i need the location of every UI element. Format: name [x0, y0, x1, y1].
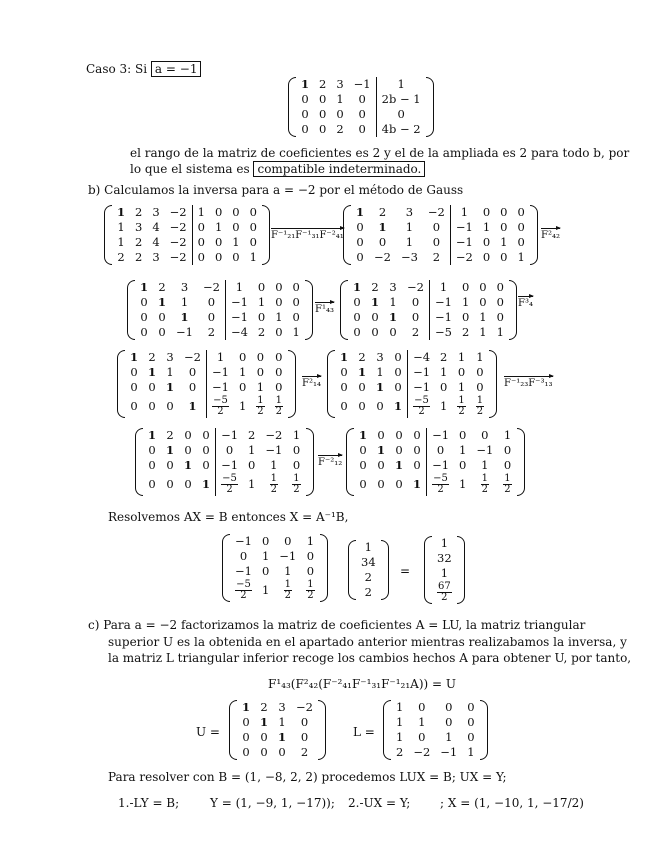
step2-text: 2.-UX = Y; [348, 796, 411, 810]
step1-text: 1.-LY = B; [118, 796, 180, 810]
gauss-matrix-4: 1 2 3 −2 1 0 0 0 0 1 1 0 −1 1 0 0 0 0 1 0 −1 0 1 0 0 0 0 2 −5 2 1 1 [348, 280, 509, 340]
vector-b: 1 34 2 2 [356, 540, 381, 600]
section-c-line1: c) Para a = −2 factorizamos la matriz de coeficientes A = LU, la matriz triangular [88, 618, 586, 632]
equals-sign: = [400, 564, 411, 578]
gauss-matrix-8: 1 0 0 0 −1 0 0 1 0 1 0 0 0 1 −1 0 0 0 1 0 −1 0 1 0 0 0 0 1 $\frac{-5}{2}$ 1 $\frac{1}{2}$ $\frac{1}{2}$ [354, 428, 517, 496]
op-arrow-4: F³₄ [518, 298, 533, 309]
resolvemos-text: Resolvemos AX = B entonces X = A⁻¹B, [108, 510, 349, 524]
gauss-matrix-3: 1 2 3 −2 1 0 0 0 0 1 1 0 −1 1 0 0 0 0 1 0 −1 0 1 0 0 0 −1 2 −4 2 0 1 [135, 280, 305, 340]
gauss-matrix-7: 1 2 0 0 −1 2 −2 1 0 1 0 0 0 1 −1 0 0 0 1 0 −1 0 1 0 0 0 0 1 $\frac{-5}{2}$ 1 $\frac{1}{2}$ $\frac{1}{2}$ [143, 428, 306, 496]
inverse-matrix: −1 0 0 1 0 1 −1 0 −1 0 1 0 $\frac{-5}{2}$ 1 $\frac{1}{2}$ $\frac{1}{2}$ [230, 534, 320, 602]
step2-x: ; X = (1, −10, 1, −17/2) [440, 796, 584, 810]
caso3-augmented-matrix: 1 2 3 −1 1 0 0 1 0 2b − 1 0 0 0 0 0 0 0 2 0 4b − 2 [296, 77, 426, 137]
l-label: L = [353, 725, 375, 739]
rank-text-1: el rango de la matriz de coeficientes es 2 y el de la ampliada es 2 para todo b, por [130, 146, 630, 160]
u-label: U = [196, 725, 220, 739]
gauss-matrix-5: 1 2 3 −2 1 0 0 0 0 1 1 0 −1 1 0 0 0 0 1 0 −1 0 1 0 0 0 0 1 $\frac{-5}{2}$ 1 $\frac{1}{2}$ $\frac{1}{2}$ [125, 350, 288, 418]
op-arrow-5: F²₁₄ [302, 378, 321, 389]
caso3-condition-box: a = −1 [151, 61, 202, 77]
matrix-u: 1 2 3 −2 0 1 1 0 0 0 1 0 0 0 0 2 [237, 700, 318, 760]
op-arrow-6: F⁻¹₂₃F⁻³₁₃ [504, 378, 553, 389]
op-arrow-1: F⁻¹₂₁F⁻¹₃₁F⁻²₄₁ [271, 230, 344, 241]
resolver-text: Para resolver con B = (1, −8, 2, 2) procedemos LUX = B; UX = Y; [108, 770, 507, 784]
op-arrow-7: F⁻²₁₂ [318, 457, 343, 468]
op-arrow-2: F²₄₂ [541, 230, 560, 241]
rank-text-2: lo que el sistema es compatible indeterminado. [130, 162, 425, 176]
section-c-line2: superior U es la obtenida en el apartado anterior mientras realizabamos la inversa, y [108, 635, 627, 649]
gauss-matrix-6: 1 2 3 0 −4 2 1 1 0 1 1 0 −1 1 0 0 0 0 1 0 −1 0 1 0 0 0 0 1 $\frac{-5}{2}$ 1 $\frac{1}{2}$ $\frac{1}{2}$ [335, 350, 489, 418]
section-b-heading: b) Calculamos la inversa para a = −2 por el método de Gauss [88, 183, 464, 197]
caso3-label: Caso 3: Si a = −1 [86, 62, 201, 76]
vector-x: 1 32 1 $\frac{67}{2}$ [432, 536, 457, 604]
step1-y: Y = (1, −9, 1, −17)); [210, 796, 335, 810]
op-arrow-3: F¹₄₃ [315, 304, 334, 315]
gauss-matrix-2: 1 2 3 −2 1 0 0 0 0 1 1 0 −1 1 0 0 0 0 1 0 −1 0 1 0 0 −2 −3 2 −2 0 0 1 [351, 205, 530, 265]
matrix-l: 1 0 0 0 1 1 0 0 1 0 1 0 2 −2 −1 1 [391, 700, 480, 760]
section-c-line3: la matriz L triangular inferior recoge los cambios hechos A para obtener U, por tanto, [108, 651, 632, 665]
gauss-matrix-1: 1 2 3 −2 1 0 0 0 1 3 4 −2 0 1 0 0 1 2 4 −2 0 0 1 0 2 2 3 −2 0 0 0 1 [112, 205, 262, 265]
compatible-box: compatible indeterminado. [253, 161, 425, 177]
factor-equation: F¹₄₃(F²₄₂(F⁻²₄₁F⁻¹₃₁F⁻¹₂₁A)) = U [268, 677, 456, 691]
